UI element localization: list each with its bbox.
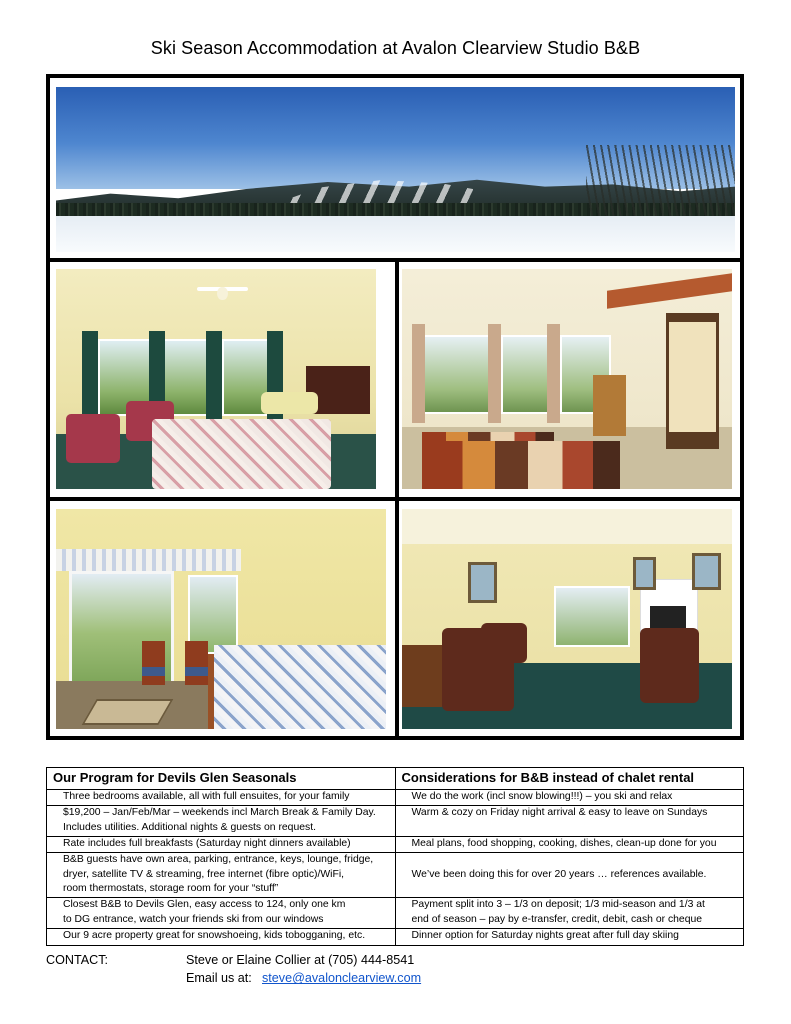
email-link[interactable]: steve@avalonclearview.com xyxy=(262,971,422,986)
table-row xyxy=(47,853,744,898)
table-row xyxy=(47,837,744,853)
bedroom-photo-3 xyxy=(56,509,386,729)
table-row xyxy=(47,806,744,837)
contact-details xyxy=(186,951,421,988)
photo-gallery xyxy=(46,74,744,740)
program-cell: B&B guests have own area, parking, entrance, keys, lounge, fridge, dryer, satellite TV & streaming, free internet (fibre optic)/WiFi, room thermostats, storage room for your “stuff” xyxy=(47,853,396,898)
bedroom-photo-cell-3 xyxy=(50,501,395,736)
table-header-row xyxy=(47,768,744,790)
table-row xyxy=(47,789,744,805)
contact-names: Steve or Elaine Collier at (705) 444-8541 xyxy=(186,953,415,967)
consideration-cell: We’ve been doing this for over 20 years … references available. xyxy=(395,853,744,898)
table-row xyxy=(47,929,744,945)
program-cell: Three bedrooms available, all with full ensuites, for your family xyxy=(47,789,396,805)
page-title: Ski Season Accommodation at Avalon Clearview Studio B&B xyxy=(150,38,641,58)
consideration-cell: Meal plans, food shopping, cooking, dishes, clean-up done for you xyxy=(395,837,744,853)
program-cell: Rate includes full breakfasts (Saturday night dinners available) xyxy=(47,837,396,853)
program-cell: Our 9 acre property great for snowshoeing, kids tobogganing, etc. xyxy=(47,929,396,945)
table-row xyxy=(47,898,744,929)
email-label: Email us at: xyxy=(186,971,252,986)
consideration-cell: Warm & cozy on Friday night arrival & easy to leave on Sundays xyxy=(395,806,744,837)
program-cell: Closest B&B to Devils Glen, easy access to 124, only one km to DG entrance, watch your friends ski from our windows xyxy=(47,898,396,929)
email-line xyxy=(186,969,421,987)
panorama-photo xyxy=(56,87,735,252)
contact-label: CONTACT: xyxy=(46,953,109,967)
bedroom-photo-cell-2 xyxy=(399,262,740,497)
lounge-photo-cell xyxy=(399,501,740,736)
program-header: Our Program for Devils Glen Seasonals xyxy=(47,768,396,790)
considerations-header: Considerations for B&B instead of chalet rental xyxy=(395,768,744,790)
lounge-photo xyxy=(402,509,732,729)
bedroom-photo-cell-1 xyxy=(50,262,395,497)
consideration-cell: We do the work (incl snow blowing!!!) – you ski and relax xyxy=(395,789,744,805)
ceiling-fan-icon xyxy=(197,278,248,300)
consideration-cell: Payment split into 3 – 1/3 on deposit; 1/3 mid-season and 1/3 at end of season – pay by e-transfer, credit, debit, cash or cheque xyxy=(395,898,744,929)
program-cell: $19,200 – Jan/Feb/Mar – weekends incl March Break & Family Day. Includes utilities. Additional nights & guests on request. xyxy=(47,806,396,837)
consideration-cell: Dinner option for Saturday nights great after full day skiing xyxy=(395,929,744,945)
bedroom-photo-2 xyxy=(402,269,732,489)
panorama-cell xyxy=(50,78,740,258)
bedroom-photo-1 xyxy=(56,269,376,489)
program-table xyxy=(46,767,744,946)
